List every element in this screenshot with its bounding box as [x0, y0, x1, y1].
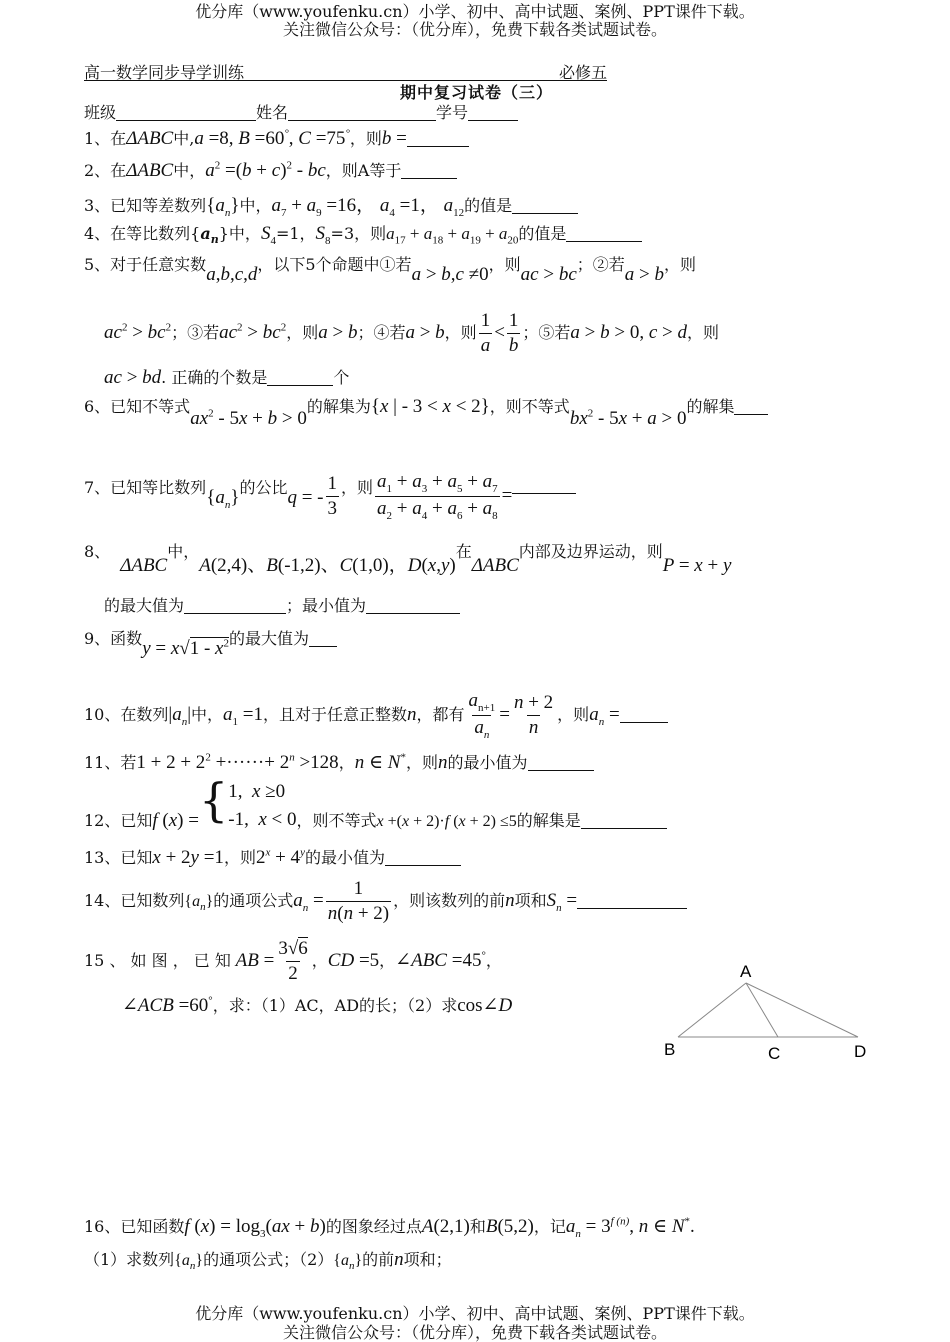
name-blank — [288, 104, 436, 121]
q10-frac2: $\frac{n + 2}{n}$ — [513, 691, 554, 738]
q3-blank — [512, 197, 578, 214]
q1-then: ，则 — [349, 129, 382, 148]
q14-t2: ，则该数列的前 — [393, 891, 506, 910]
q7-frac: $\frac{1}{3}$ — [327, 472, 337, 519]
q5-t10: ，则 — [687, 323, 720, 342]
question-5-line3 — [104, 365, 349, 389]
q1-blank — [407, 130, 469, 147]
q8-text: 8、 — [84, 542, 111, 561]
q5-c4: a > b — [405, 322, 445, 343]
question-9 — [84, 626, 337, 659]
q4-a: a — [200, 224, 211, 243]
question-8-line2 — [104, 593, 460, 616]
q6-text: 6、已知不等式 — [84, 397, 191, 416]
q14-frac: $\frac{1}{n(n + 2)}$ — [327, 878, 390, 924]
q5-post: 个 — [333, 368, 350, 387]
class-label: 班级 — [84, 103, 117, 122]
question-3 — [84, 190, 578, 219]
q14-t3: 项和 — [514, 891, 547, 910]
q3-text: 3、已知等差数列 — [84, 196, 207, 215]
q12-f: f (x) = — [152, 810, 199, 831]
q3-post: 的值是 — [464, 196, 513, 215]
q10-t4: ，则 — [557, 704, 590, 724]
q5-t2: ，则 — [488, 255, 521, 274]
q12-post: 的解集是 — [516, 811, 581, 830]
q13-t1: ，则 — [223, 848, 256, 867]
class-blank — [116, 104, 256, 121]
q16-b: B(5,2) — [485, 1216, 534, 1237]
q7-text: 7、已知等比数列 — [84, 477, 207, 497]
question-11 — [84, 750, 594, 774]
q4-text: 4、在等比数列{ — [84, 224, 201, 243]
q14-t1: 的通项公式 — [213, 891, 294, 910]
q2-mid: 中， — [173, 161, 206, 180]
q11-text: 11、若 — [84, 753, 137, 772]
q8-t1: 中， — [167, 542, 200, 561]
q8-t4: 的最大值为 — [104, 596, 185, 615]
q12-brace: { — [198, 773, 229, 827]
q13-expr: $2^x + 4^y$ — [255, 846, 305, 868]
q16-n: n — [394, 1249, 404, 1270]
q12-case1-val: 1, — [228, 780, 243, 802]
q15-cd: CD =5 — [327, 950, 380, 971]
label-a: A — [740, 962, 752, 981]
q4-s8: $S_8$ — [315, 223, 331, 247]
q13-text: 13、已知 — [84, 848, 153, 867]
q5-c2: a > b — [624, 264, 664, 285]
question-7: 7、已知等比数列$\{a_n\}$的公比q = - $\frac{1}{3}$ ，则 $\frac{a_1 + a_3 + a_5 + a_7}{a_2 + a_4 + a_6 + a_8}$ = — [84, 463, 576, 514]
q15-cos: cos∠D — [457, 995, 513, 1016]
q5-blank — [267, 369, 333, 386]
q10-text: 10、在数列 — [84, 704, 169, 724]
q4-s4: $S_4$ — [260, 223, 276, 247]
q12-cases: 1, x ≥0 -1, x < 0 — [228, 780, 297, 830]
q14-seq: $\{a_n\}$ — [184, 893, 214, 914]
page-footer-line1: 优分库（www.youfenku.cn）小学、初中、高中试题、案例、PPT课件下载。 — [195, 1304, 755, 1323]
label-c: C — [768, 1044, 781, 1063]
q16-seq2: $\{a_n\}$ — [333, 1252, 363, 1273]
q5-c3: $ac^2 > bc^2$ — [219, 321, 287, 343]
q5-r3: a > b — [318, 322, 358, 343]
q16-an: $a_n = 3^{f (n)}$, n ∈ N*. — [565, 1215, 695, 1240]
q5-t8: ，则 — [444, 323, 477, 342]
student-fields — [84, 100, 518, 123]
question-13 — [84, 845, 461, 869]
q6-set: {x | - 3 < x < 2} — [370, 396, 490, 417]
q1-math: ΔABC — [126, 128, 174, 149]
q2-blank — [401, 162, 457, 179]
q5-t6: ，则 — [286, 323, 319, 342]
q10-t1: 中， — [191, 704, 224, 724]
q10-blank — [620, 706, 668, 723]
q11-blank — [528, 754, 594, 771]
q3-seq: $\{a_n\}$ — [206, 195, 240, 219]
q16-seq1: $\{a_n\}$ — [174, 1252, 204, 1273]
q12-t1: ，则不等式 — [296, 811, 377, 830]
q4-mid: }中， — [218, 224, 261, 243]
q7-blank — [512, 477, 576, 494]
q8-p: P = x + y — [662, 555, 732, 576]
q14-sn: $S_n$ = — [546, 890, 578, 914]
q6-ineq2: $bx^2 - 5x + a > 0$ — [569, 407, 687, 429]
q10-seq: $|a_n|$ — [168, 703, 191, 728]
q10-t3: ，都有 — [416, 704, 465, 724]
q11-sum: $1 + 2 + 2^2$ +······+ $2^n >128$ — [136, 751, 339, 773]
q8-t5: ；最小值为 — [286, 596, 367, 615]
q5-t1: ，以下5个命题中①若 — [257, 255, 412, 274]
question-1 — [84, 126, 469, 150]
page-header-line1: 优分库（www.youfenku.cn）小学、初中、高中试题、案例、PPT课件下载。 — [195, 2, 755, 21]
q4-s4-val: =1， — [275, 224, 316, 243]
q15-t2: ， — [379, 951, 396, 970]
question-16-line2 — [84, 1247, 452, 1272]
name-label: 姓名 — [256, 103, 289, 122]
q14-text: 14、已知数列 — [84, 891, 185, 910]
q1-b: b = — [381, 128, 407, 149]
q2-post: ，则A等于 — [325, 161, 402, 180]
q4-n: n — [210, 233, 219, 247]
question-14 — [84, 878, 687, 925]
q5-t9: ；⑤若 — [522, 323, 571, 342]
q1-text: 1、在 — [84, 129, 127, 148]
q16-t2: 和 — [469, 1217, 486, 1236]
q5-t3: ；②若 — [576, 255, 625, 274]
q16-t3: ，记 — [533, 1217, 566, 1236]
q16-func: f $(x) = \log_3(ax + b)$ — [184, 1216, 326, 1240]
q6-blank — [734, 398, 768, 415]
q1-mid: 中, — [173, 129, 195, 148]
book-name: 必修五 — [558, 63, 607, 82]
q4-post: 的值是 — [518, 224, 567, 243]
q11-n: n — [437, 752, 448, 773]
q7-ratio: $\frac{a_1 + a_3 + a_5 + a_7}{a_2 + a_4 + a_6 + a_8}$ — [377, 471, 498, 522]
q16-text: 16、已知函数 — [84, 1217, 185, 1236]
q15-t3: ， — [485, 951, 502, 970]
q13-blank — [385, 849, 461, 866]
q14-n: n — [505, 890, 515, 911]
triangle-figure — [660, 955, 870, 1065]
q10-frac1: $\frac{a_{n+1}}{a_n}$ — [468, 690, 496, 741]
q15-t1: ， — [311, 951, 328, 970]
page-footer-line2: 关注微信公众号：（优分库），免费下载各类试题试卷。 — [282, 1323, 667, 1342]
question-6 — [84, 394, 894, 429]
q11-t1: ， — [338, 753, 355, 772]
q8-min-blank — [366, 597, 460, 614]
question-8 — [84, 536, 894, 576]
q5-vars: a,b,c,d — [206, 264, 258, 285]
question-4 — [84, 221, 642, 247]
q6-t1: 的解集为 — [306, 397, 371, 416]
q5-r5: ac > bd — [104, 367, 162, 388]
q11-t2: ，则 — [405, 753, 438, 772]
q16-p1: （1）求数列 — [84, 1250, 175, 1269]
q5-c1: a > b,c ≠0 — [411, 264, 489, 285]
question-5 — [84, 252, 894, 285]
question-16 — [84, 1214, 695, 1240]
q8-points: A(2,4)、B(-1,2)、C(1,0)，D(x,y) — [199, 555, 456, 576]
q6-ineq1: $ax^2 - 5x + b > 0$ — [190, 407, 307, 429]
q15-acb: ∠ACB =60° — [122, 994, 213, 1016]
q9-post: 的最大值为 — [228, 629, 309, 648]
question-12 — [84, 773, 667, 831]
q12-ineq: x +(x + 2)·f (x + 2) ≤5 — [376, 813, 517, 830]
q10-an: $a_n$ = — [589, 703, 620, 728]
q4-blank — [566, 225, 642, 242]
q9-text: 9、函数 — [84, 629, 143, 648]
question-2 — [84, 158, 457, 182]
q5-r1: ac > bc — [520, 264, 577, 285]
q16-p3: 的前 — [362, 1250, 395, 1269]
q11-set: n ∈ N* — [354, 751, 406, 773]
q11-post: 的最小值为 — [447, 753, 528, 772]
id-blank — [468, 104, 518, 121]
question-10: 10、在数列$|a_n|$中，$a_1 =1$，且对于任意正整数n，都有 $\frac{a_{n+1}}{a_n}$ = $\frac{n + 2}{n}$ ，则$a_n$ = — [84, 690, 668, 741]
q9-blank — [309, 630, 337, 647]
series-name: 高一数学同步导学训练 — [84, 63, 245, 82]
q13-post: 的最小值为 — [304, 848, 385, 867]
q7-q: q = - — [287, 486, 324, 508]
q15-abc: ∠ABC =45° — [395, 949, 486, 971]
q4-sum: $a_{17} + a_{18} + a_{19} + a_{20}$ — [386, 224, 519, 247]
q1-values: a =8, B =60°, C =75° — [194, 127, 350, 149]
q6-post: 的解集 — [686, 397, 735, 416]
q8-tri: ΔABC — [120, 555, 168, 576]
q5-r2: $ac^2 > bc^2$ — [104, 321, 172, 343]
question-15 — [84, 938, 502, 985]
label-d: D — [854, 1042, 867, 1061]
q12-blank — [581, 812, 667, 829]
q7-t2: ，则 — [341, 477, 374, 497]
q12-text: 12、已知 — [84, 811, 153, 830]
q8-max-blank — [184, 597, 286, 614]
q2-text: 2、在 — [84, 161, 127, 180]
q5-text: 5、对于任意实数 — [84, 255, 207, 274]
question-15-line2 — [122, 993, 512, 1017]
question-5-line2: $ac^2 > bc^2$；③若$ac^2 > bc^2$，则a > b；④若a > b，则 $\frac{1}{a}$ < $\frac{1}{b}$ ；⑤若a > b > 0, c > d，则 — [104, 310, 720, 356]
q14-an: $a_n$ = — [293, 890, 324, 914]
q7-t1: 的公比 — [239, 477, 288, 497]
q15-t4: ，求：（1）AC，AD的长；（2）求 — [212, 996, 458, 1015]
q5-t11: . 正确的个数是 — [161, 368, 268, 387]
label-b: B — [664, 1040, 676, 1059]
q10-n: n — [407, 703, 417, 725]
q9-func: $y = x√1 - x^2$ — [142, 637, 229, 659]
q5-t7: ；④若 — [357, 323, 406, 342]
q7-seq: $\{a_n\}$ — [206, 486, 240, 511]
q16-t1: 的图象经过点 — [325, 1217, 422, 1236]
q13-eq: x + 2y =1 — [152, 847, 224, 868]
series-line — [84, 60, 607, 81]
q15-ab: AB = — [230, 950, 275, 971]
q14-blank — [577, 892, 687, 909]
q5-t4: ，则 — [664, 255, 697, 274]
q16-a: A(2,1) — [421, 1216, 470, 1237]
q2-eq: $a^2 =(b + c)^2$ - bc — [205, 159, 326, 181]
q6-t2: ，则不等式 — [489, 397, 570, 416]
q4-s8-val: =3，则 — [330, 224, 387, 243]
page-title: 期中复习试卷（三） — [400, 83, 554, 102]
edge-ad — [746, 983, 858, 1037]
q12-case2-val: -1, — [228, 808, 249, 830]
q10-a1: $a_1 =1$ — [223, 703, 263, 728]
q10-t2: ，且对于任意正整数 — [262, 704, 407, 724]
q2-math: ΔABC — [126, 160, 174, 181]
q8-t3: 内部及边界运动，则 — [518, 542, 663, 561]
q5-c5: a > b > 0, c > d — [570, 322, 688, 343]
q8-tri2: ΔABC — [471, 555, 519, 576]
q16-p4: 项和； — [403, 1250, 452, 1269]
q15-text: 15 、 如 图 ， 已 知 — [84, 951, 231, 970]
q15-frac: $\frac{3√6}{2}$ — [278, 938, 308, 984]
page-header-line2: 关注微信公众号：（优分库），免费下载各类试题试卷。 — [282, 20, 667, 39]
edge-ab — [678, 983, 746, 1037]
id-label: 学号 — [436, 103, 469, 122]
q5-t5: ；③若 — [171, 323, 220, 342]
q8-t2: 在 — [455, 542, 472, 561]
q3-mid: 中， — [239, 196, 272, 215]
q5-frac-b: $\frac{1}{b}$ — [508, 310, 519, 356]
q16-p2: 的通项公式；（2） — [203, 1250, 334, 1269]
q5-frac-a: $\frac{1}{a}$ — [480, 310, 491, 356]
q3-eq: $a_7 + a_9 =16$， $a_4 =1$， $a_{12}$ — [271, 195, 465, 219]
